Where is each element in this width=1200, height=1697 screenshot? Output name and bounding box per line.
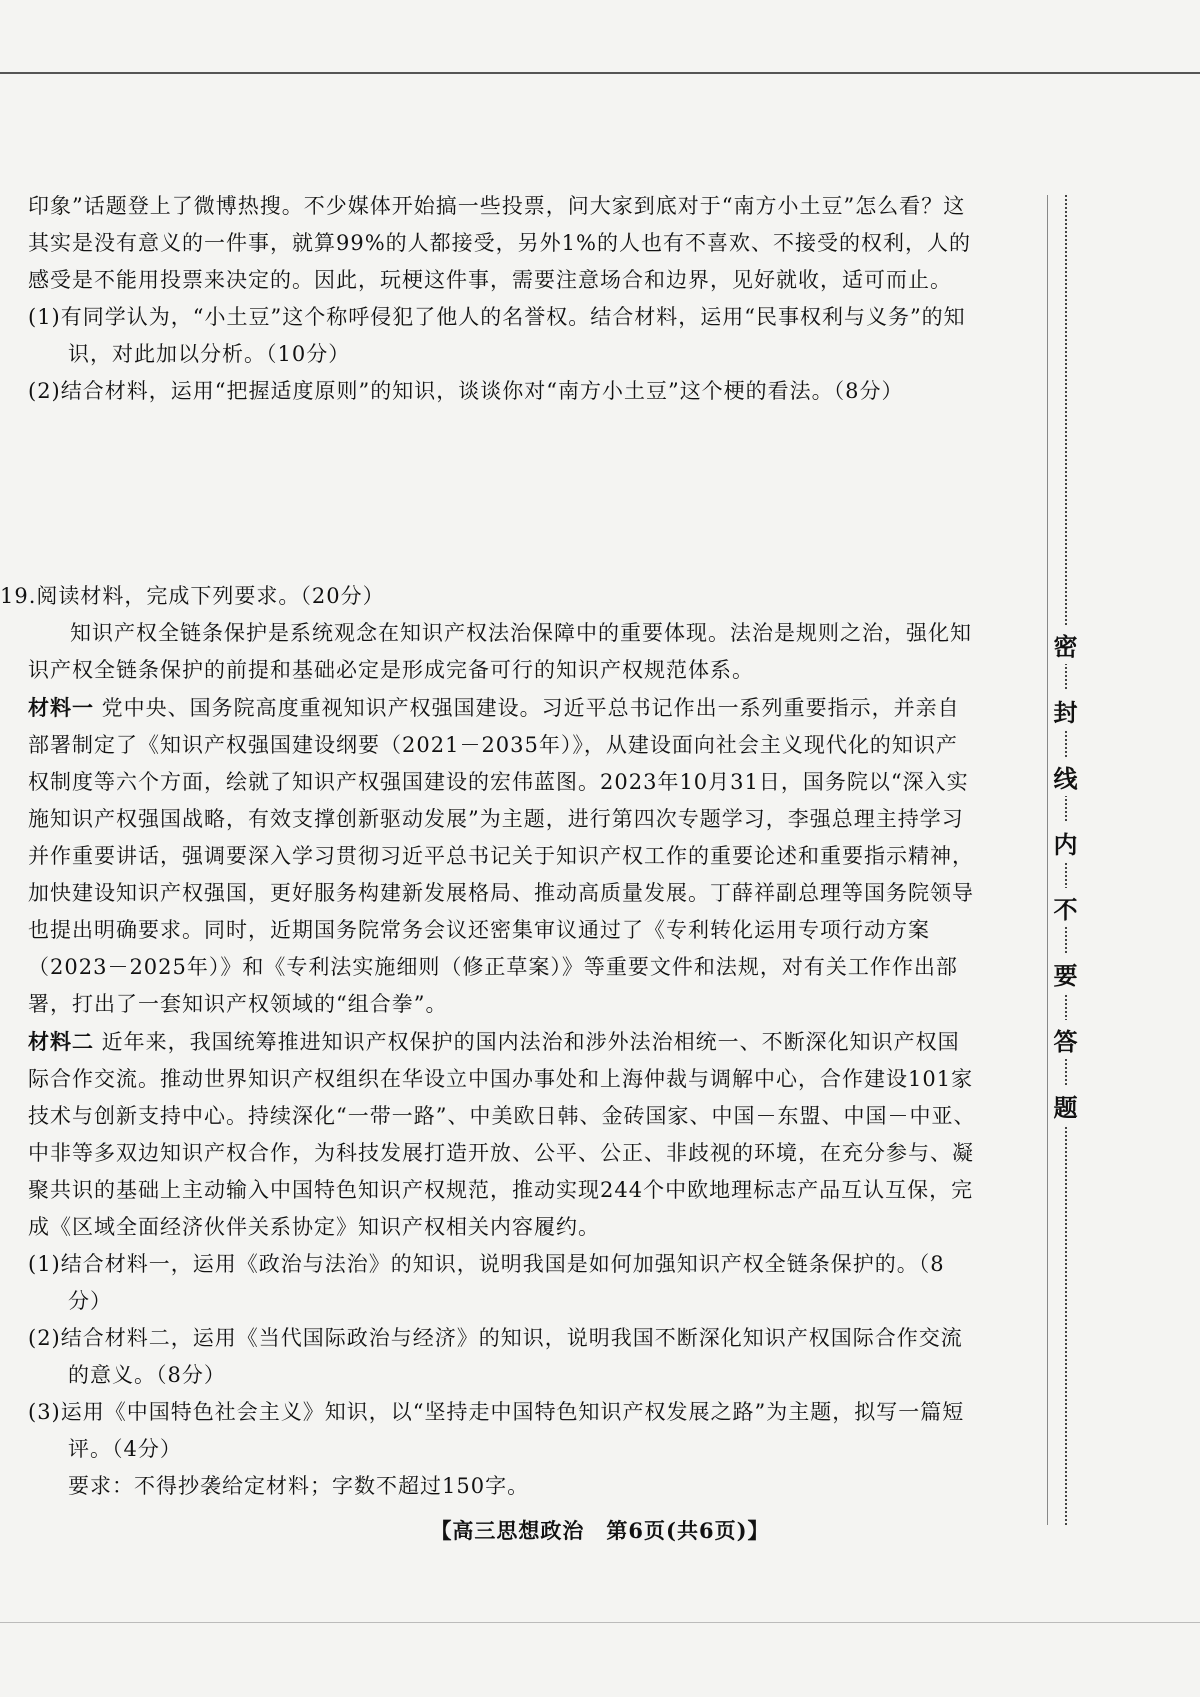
question-19-heading: 19.阅读材料，完成下列要求。（20分） — [0, 584, 385, 608]
question-18-2: (2)结合材料，运用“把握适度原则”的知识，谈谈你对“南方小土豆”这个梗的看法。（8分） — [28, 379, 904, 403]
binding-margin — [1043, 195, 1088, 1525]
seal-char: 线 — [1054, 757, 1078, 796]
seal-char: 封 — [1054, 691, 1078, 730]
question-19-1: (1)结合材料一，运用《政治与法治》的知识，说明我国是如何加强知识产权全链条保护的。（8分） — [28, 1252, 945, 1313]
question-19-2: (2)结合材料二，运用《当代国际政治与经济》的知识，说明我国不断深化知识产权国际合作交流的意义。（8分） — [28, 1326, 963, 1387]
continued-question — [28, 188, 978, 410]
question-19-intro: 知识产权全链条保护是系统观念在知识产权法治保障中的重要体现。法治是规则之治，强化知识产权全链条保护的前提和基础必定是形成完备可行的知识产权规范体系。 — [28, 621, 972, 682]
seal-warning — [1043, 625, 1088, 1125]
bottom-rule — [0, 1622, 1200, 1623]
seal-char: 要 — [1054, 954, 1078, 993]
continued-material: 印象”话题登上了微博热搜。不少媒体开始搞一些投票，问大家到底对于“南方小土豆”怎么看？这其实是没有意义的一件事，就算99%的人都接受，另外1%的人也有不喜欢、不接受的权利，人的感受是不能用投票来决定的。因此，玩梗这件事，需要注意场合和边界，见好就收，适可而止。 — [28, 194, 971, 292]
material-1 — [28, 689, 978, 1023]
question-19 — [0, 578, 978, 1505]
material-2 — [28, 1023, 978, 1246]
seal-char: 不 — [1054, 888, 1078, 927]
question-19-requirement: 要求：不得抄袭给定材料；字数不超过150字。 — [68, 1474, 530, 1498]
material-2-text: 近年来，我国统筹推进知识产权保护的国内法治和涉外法治相统一、不断深化知识产权国际合作交流。推动世界知识产权组织在华设立中国办事处和上海仲裁与调解中心，合作建设101家技术与创新支持中心。持续深化“一带一路”、中美欧日韩、金砖国家、中国－东盟、中国－中亚、中非等多双边知识产权合作，为科技发展打造开放、公平、公正、非歧视的环境，在充分参与、凝聚共识的基础上主动输入中国特色知识产权规范，推动实现244个中欧地理标志产品互认互保，完成《区域全面经济伙伴关系协定》知识产权相关内容履约。 — [28, 1030, 976, 1239]
seal-char: 内 — [1054, 823, 1078, 862]
material-2-label: 材料二 — [28, 1029, 94, 1054]
question-19-3: (3)运用《中国特色社会主义》知识，以“坚持走中国特色知识产权发展之路”为主题，拟写一篇短评。（4分） — [28, 1400, 965, 1461]
material-1-text: 党中央、国务院高度重视知识产权强国建设。习近平总书记作出一系列重要指示，并亲自部署制定了《知识产权强国建设纲要（2021－2035年）》，从建设面向社会主义现代化的知识产权制度等六个方面，绘就了知识产权强国建设的宏伟蓝图。2023年10月31日，国务院以“深入实施知识产权强国战略，有效支撑创新驱动发展”为主题，进行第四次专题学习，李强总理主持学习并作重要讲话，强调要深入学习贯彻习近平总书记关于知识产权工作的重要论述和重要指示精神，加快建设知识产权强国，更好服务构建新发展格局、推动高质量发展。丁薛祥副总理等国务院领导也提出明确要求。同时，近期国务院常务会议还密集审议通过了《专利转化运用专项行动方案（2023－2025年）》和《专利法实施细则（修正草案）》等重要文件和法规，对有关工作作出部署，打出了一套知识产权领域的“组合拳”。 — [28, 696, 974, 1016]
seal-char: 题 — [1054, 1086, 1078, 1125]
material-1-label: 材料一 — [28, 695, 94, 720]
page-footer: 【高三思想政治 第6页(共6页)】 — [430, 1518, 770, 1543]
top-rule — [0, 72, 1200, 74]
seal-char: 答 — [1054, 1020, 1078, 1059]
question-18-1: (1)有同学认为，“小土豆”这个称呼侵犯了他人的名誉权。结合材料，运用“民事权利与义务”的知识，对此加以分析。（10分） — [28, 305, 966, 366]
seal-char: 密 — [1054, 625, 1078, 664]
